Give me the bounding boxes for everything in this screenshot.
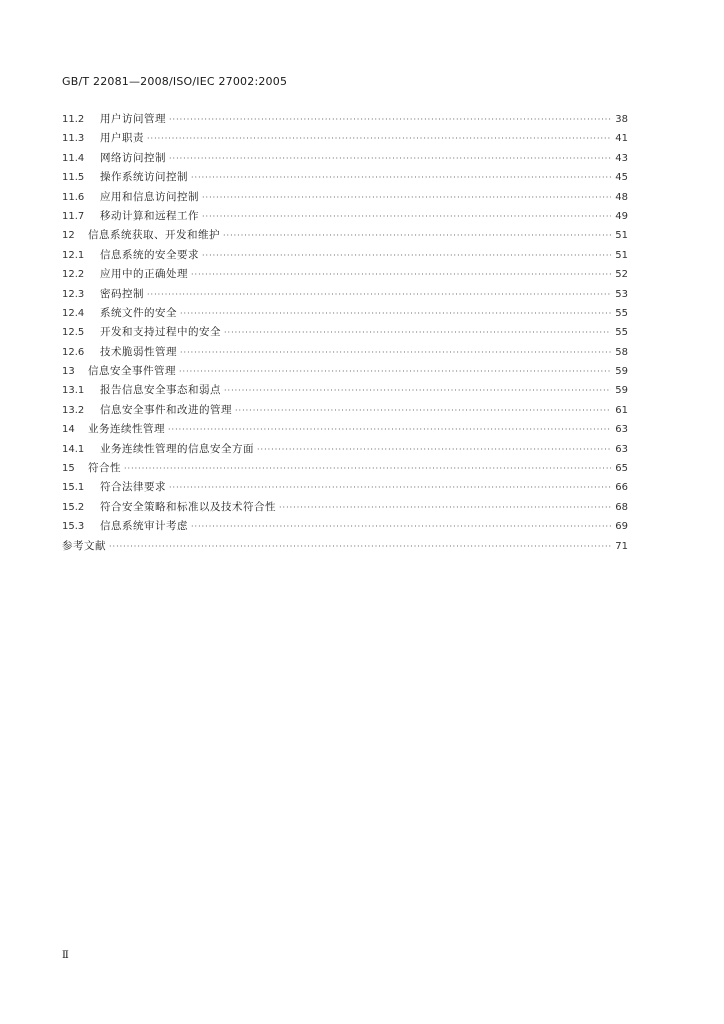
toc-entry-page: 65 — [615, 463, 628, 475]
toc-entry-title: 信息系统审计考虑 — [100, 520, 188, 533]
toc-entry-page: 61 — [615, 404, 628, 416]
toc-entry-number: 11.7 — [62, 210, 85, 222]
toc-leader-dots — [169, 149, 611, 168]
toc-entry-number: 15.3 — [62, 521, 85, 533]
toc-entry-title: 信息安全事件和改进的管理 — [100, 403, 232, 416]
toc-entry-number: 12 — [62, 230, 75, 242]
toc-entry[interactable] — [62, 226, 628, 245]
toc-entry-number: 12.5 — [62, 327, 85, 339]
toc-entry-page: 55 — [615, 327, 628, 339]
toc-entry[interactable] — [62, 246, 628, 265]
toc-entry-number: 13 — [62, 366, 75, 378]
toc-leader-dots — [202, 188, 611, 207]
toc-entry-number: 15 — [62, 463, 75, 475]
toc-leader-dots — [191, 517, 611, 536]
toc-entry-number: 11.4 — [62, 152, 85, 164]
toc-entry-page: 43 — [615, 152, 628, 164]
toc-entry-number: 11.5 — [62, 172, 85, 184]
toc-leader-dots — [109, 537, 611, 556]
toc-entry-page: 55 — [615, 307, 628, 319]
toc-entry-page: 52 — [615, 269, 628, 281]
toc-entry-number: 13.2 — [62, 404, 85, 416]
toc-entry[interactable] — [62, 168, 628, 187]
page-number: Ⅱ — [62, 950, 69, 961]
toc-entry[interactable] — [62, 323, 628, 342]
toc-entry-page: 63 — [615, 424, 628, 436]
toc-entry-number: 15.1 — [62, 482, 85, 494]
toc-entry[interactable] — [62, 362, 628, 381]
toc-leader-dots — [202, 207, 611, 226]
toc-entry-title: 技术脆弱性管理 — [100, 345, 177, 358]
toc-entry[interactable] — [62, 459, 628, 478]
toc-leader-dots — [191, 168, 611, 187]
toc-entry[interactable] — [62, 304, 628, 323]
toc-entry-title: 操作系统访问控制 — [100, 171, 188, 184]
toc-leader-dots — [191, 265, 611, 284]
toc-entry[interactable] — [62, 401, 628, 420]
toc-entry-number: 14 — [62, 424, 75, 436]
toc-leader-dots — [224, 381, 611, 400]
toc-entry-title: 密码控制 — [100, 287, 144, 300]
toc-leader-dots — [147, 285, 611, 304]
toc-entry[interactable] — [62, 420, 628, 439]
toc-entry-number: 14.1 — [62, 443, 85, 455]
toc-entry-page: 48 — [615, 191, 628, 203]
toc-entry-page: 53 — [615, 288, 628, 300]
toc-entry[interactable] — [62, 498, 628, 517]
toc-entry-page: 66 — [615, 482, 628, 494]
toc-entry-title: 移动计算和远程工作 — [100, 209, 199, 222]
toc-entry-number: 13.1 — [62, 385, 85, 397]
toc-entry-page: 71 — [615, 540, 628, 552]
toc-leader-dots — [224, 323, 611, 342]
toc-leader-dots — [235, 401, 611, 420]
toc-entry[interactable] — [62, 440, 628, 459]
toc-entry[interactable] — [62, 265, 628, 284]
toc-entry-number: 12.3 — [62, 288, 85, 300]
toc-entry-title: 信息系统的安全要求 — [100, 248, 199, 261]
toc-entry[interactable] — [62, 110, 628, 129]
toc-entry-page: 68 — [615, 501, 628, 513]
toc-leader-dots — [202, 246, 611, 265]
toc-entry-page: 41 — [615, 133, 628, 145]
toc-entry[interactable] — [62, 517, 628, 536]
toc-entry-title: 信息安全事件管理 — [88, 365, 176, 378]
toc-leader-dots — [279, 498, 611, 517]
toc-leader-dots — [257, 440, 611, 459]
toc-leader-dots — [169, 110, 611, 129]
toc-entry-title: 网络访问控制 — [100, 151, 166, 164]
toc-entry-title: 业务连续性管理的信息安全方面 — [100, 442, 254, 455]
toc-entry[interactable] — [62, 149, 628, 168]
toc-entry-title: 应用中的正确处理 — [100, 268, 188, 281]
toc-entry-number: 11.6 — [62, 191, 85, 203]
toc-entry-title: 信息系统获取、开发和维护 — [88, 229, 220, 242]
toc-entry-title: 符合性 — [88, 462, 121, 475]
toc-entry-page: 59 — [615, 366, 628, 378]
toc-leader-dots — [169, 478, 611, 497]
toc-entry-title: 系统文件的安全 — [100, 306, 177, 319]
toc-entry[interactable] — [62, 343, 628, 362]
table-of-contents — [62, 110, 628, 556]
toc-entry[interactable] — [62, 207, 628, 226]
toc-entry-title: 报告信息安全事态和弱点 — [100, 384, 221, 397]
toc-leader-dots — [180, 343, 611, 362]
toc-entry-number: 12.4 — [62, 307, 85, 319]
toc-entry-page: 45 — [615, 172, 628, 184]
toc-entry-title: 参考文献 — [62, 539, 106, 552]
toc-entry-number: 15.2 — [62, 501, 85, 513]
toc-entry-page: 51 — [615, 249, 628, 261]
toc-entry[interactable] — [62, 478, 628, 497]
toc-entry-page: 38 — [615, 114, 628, 125]
toc-entry[interactable] — [62, 129, 628, 148]
toc-entry-page: 49 — [615, 210, 628, 222]
toc-entry-title: 符合法律要求 — [100, 481, 166, 494]
standard-header: GB/T 22081—2008/ISO/IEC 27002:2005 — [62, 75, 288, 88]
toc-leader-dots — [223, 226, 611, 245]
toc-entry[interactable] — [62, 188, 628, 207]
toc-entry-title: 开发和支持过程中的安全 — [100, 326, 221, 339]
toc-entry-title: 符合安全策略和标准以及技术符合性 — [100, 500, 276, 513]
toc-entry-page: 63 — [615, 443, 628, 455]
toc-entry-page: 59 — [615, 385, 628, 397]
toc-entry-title: 用户职责 — [100, 132, 144, 145]
toc-leader-dots — [124, 459, 611, 478]
toc-leader-dots — [179, 362, 611, 381]
toc-entry-title: 应用和信息访问控制 — [100, 190, 199, 203]
toc-entry-page: 58 — [615, 346, 628, 358]
toc-leader-dots — [168, 420, 611, 439]
toc-entry[interactable] — [62, 537, 628, 556]
toc-leader-dots — [147, 129, 611, 148]
toc-leader-dots — [180, 304, 611, 323]
toc-entry-number: 12.6 — [62, 346, 85, 358]
toc-entry-number: 12.1 — [62, 249, 85, 261]
toc-entry-page: 51 — [615, 230, 628, 242]
toc-entry-number: 12.2 — [62, 269, 85, 281]
toc-entry-number: 11.3 — [62, 133, 85, 145]
toc-entry-number: 11.2 — [62, 114, 85, 125]
toc-entry[interactable] — [62, 381, 628, 400]
toc-entry-title: 业务连续性管理 — [88, 423, 165, 436]
toc-entry-page: 69 — [615, 521, 628, 533]
toc-entry-title: 用户访问管理 — [100, 113, 166, 125]
toc-entry[interactable] — [62, 285, 628, 304]
